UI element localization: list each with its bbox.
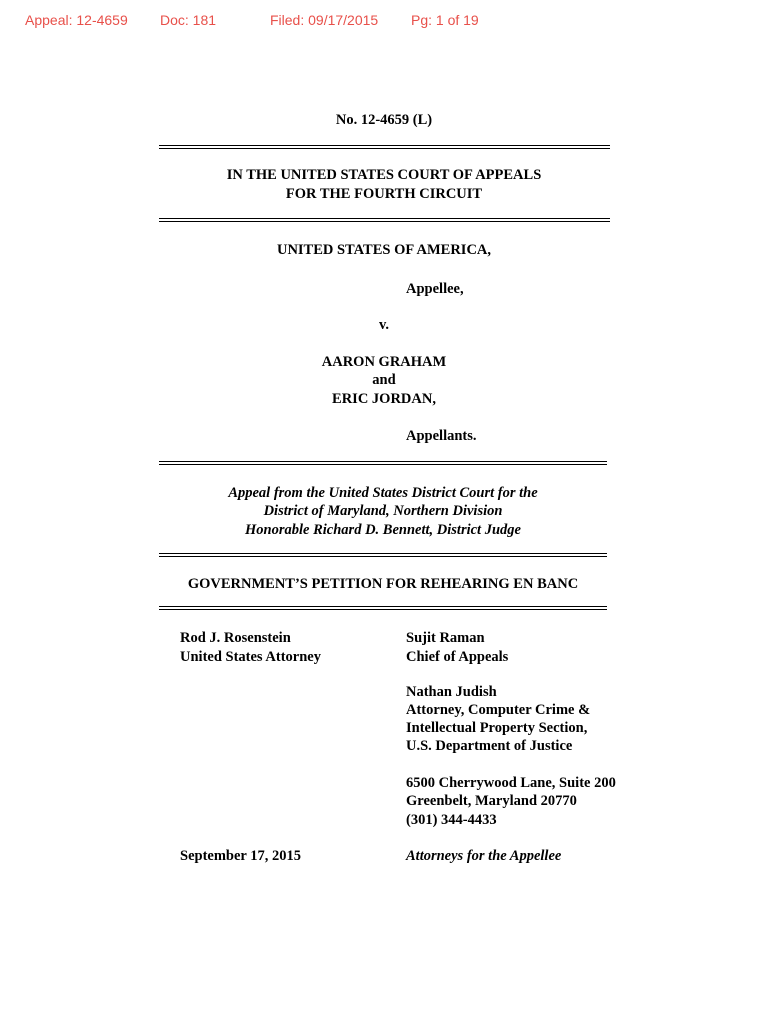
address-line-2: Greenbelt, Maryland 20770 [406,793,577,809]
appellee-name: UNITED STATES OF AMERICA, [276,242,492,258]
appeal-from-line-1: Appeal from the United States District Court for the [228,485,538,501]
filing-date: September 17, 2015 [180,848,301,864]
divider-rule [159,145,610,149]
divider-rule [159,218,610,222]
stamp-filed: Filed: 09/17/2015 [270,12,379,28]
counsel-title-1: Chief of Appeals [406,649,509,665]
appellee-role: Appellee, [406,281,464,297]
us-attorney-name: Rod J. Rosenstein [180,630,291,646]
phone-number: (301) 344-4433 [406,812,497,828]
stamp-appeal: Appeal: 12-4659 [25,12,128,28]
appeal-from-line-2: District of Maryland, Northern Division [263,503,503,519]
court-line-2: FOR THE FOURTH CIRCUIT [285,186,483,202]
counsel-title-2a: Attorney, Computer Crime & [406,702,591,718]
counsel-name-1: Sujit Raman [406,630,485,646]
petition-title: GOVERNMENT’S PETITION FOR REHEARING EN BANC [187,576,579,592]
us-attorney-title: United States Attorney [180,649,321,665]
case-number: No. 12-4659 (L) [335,112,433,128]
conjunction: and [372,372,396,388]
address-line-1: 6500 Cherrywood Lane, Suite 200 [406,775,616,791]
divider-rule [159,606,607,610]
divider-rule [159,461,607,465]
court-line-1: IN THE UNITED STATES COURT OF APPEALS [226,167,542,183]
counsel-name-2: Nathan Judish [406,684,497,700]
appellant-2: ERIC JORDAN, [332,391,436,407]
versus: v. [378,317,390,333]
appellants-role: Appellants. [406,428,477,444]
stamp-doc: Doc: 181 [160,12,217,28]
stamp-page: Pg: 1 of 19 [411,12,479,28]
counsel-title-2b: Intellectual Property Section, [406,720,588,736]
attorneys-for: Attorneys for the Appellee [406,848,562,864]
divider-rule [159,553,607,557]
counsel-title-2c: U.S. Department of Justice [406,738,573,754]
appellant-1: AARON GRAHAM [321,354,447,370]
appeal-from-line-3: Honorable Richard D. Bennett, District Judge [245,522,521,538]
